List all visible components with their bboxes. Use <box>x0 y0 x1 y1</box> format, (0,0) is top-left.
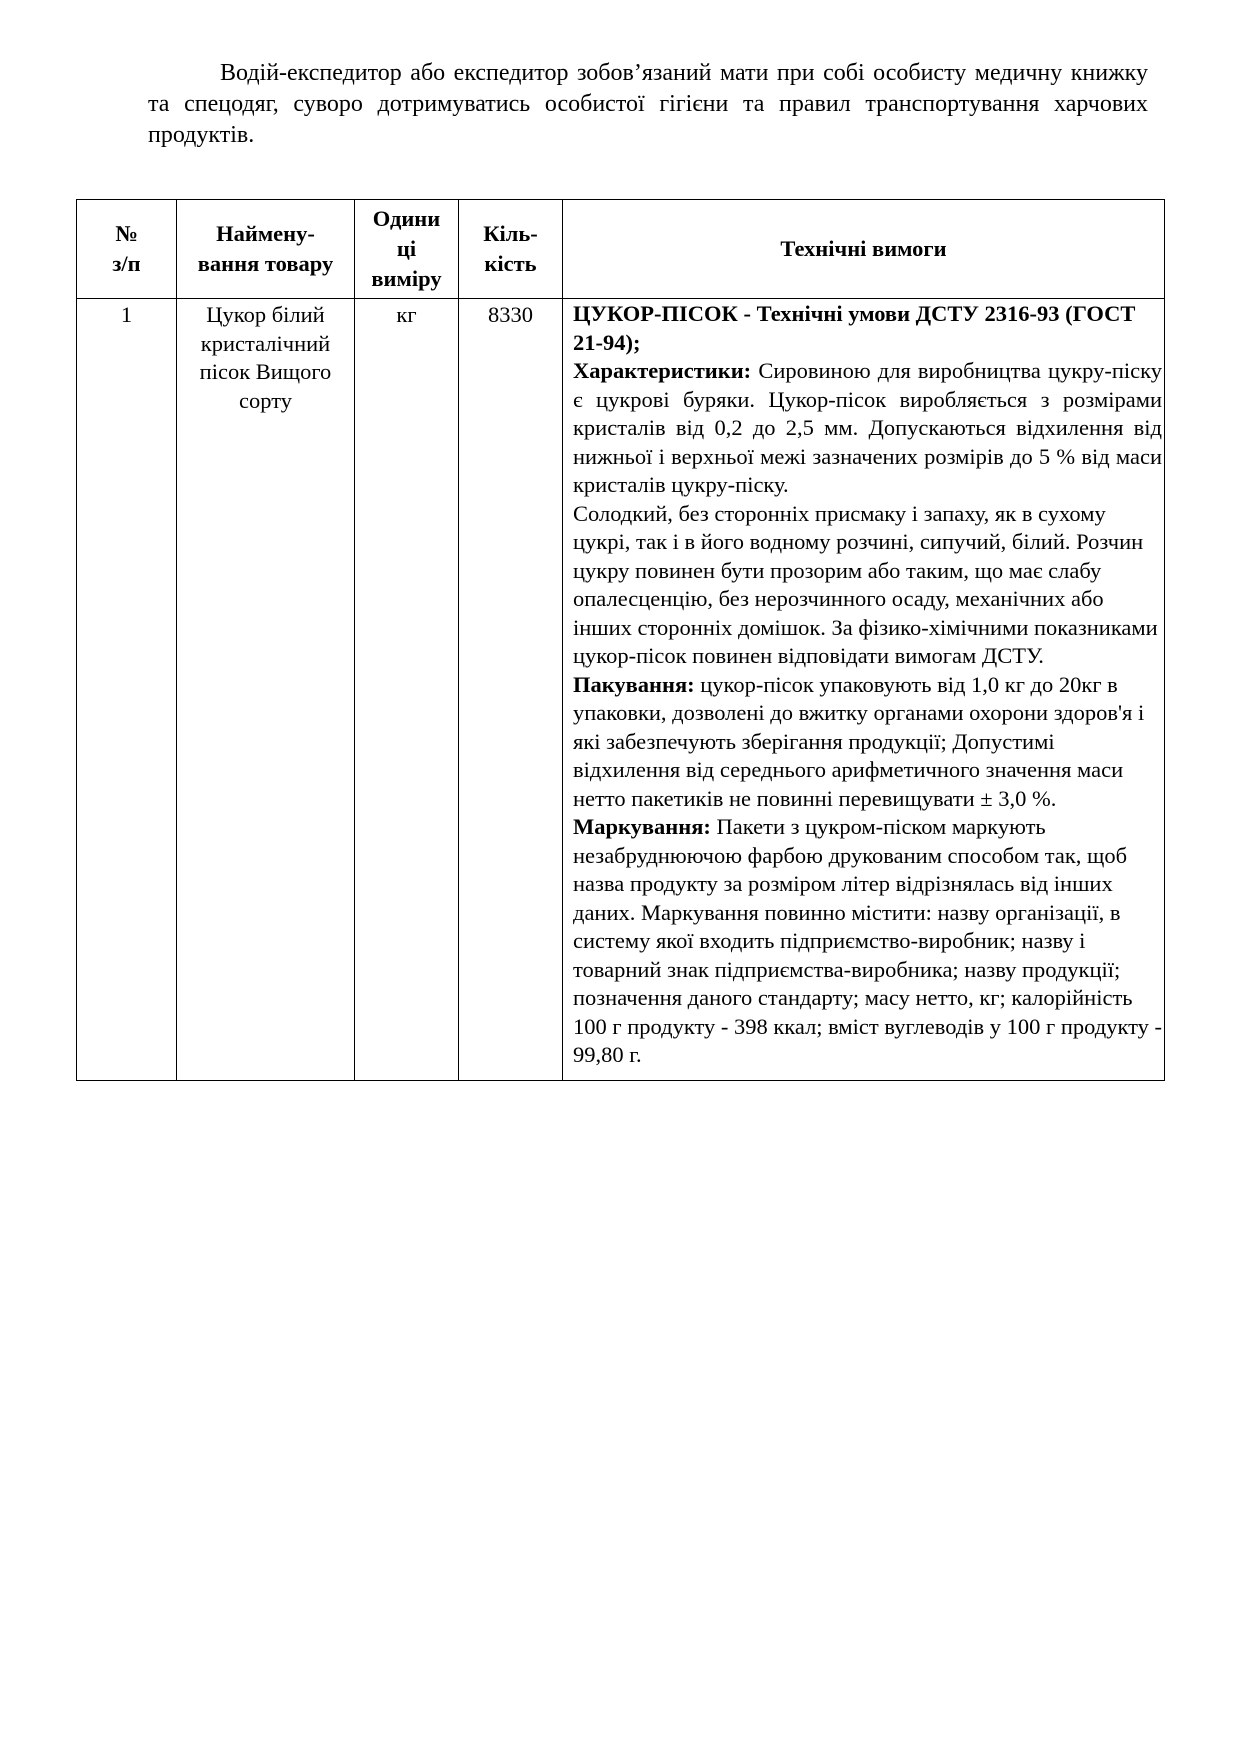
table-row <box>77 299 1165 1081</box>
req-marking <box>573 813 1162 1070</box>
req-title: ЦУКОР-ПІСОК - Технічні умови ДСТУ 2316-93 (ГОСТ 21-94); <box>573 301 1136 355</box>
row-number: 1 <box>77 299 177 1081</box>
table-header-row <box>77 200 1165 299</box>
header-requirements <box>563 200 1165 299</box>
row-product-name: Цукор білий кристалічний пісок Вищого сорту <box>177 299 355 1081</box>
req-characteristics-label: Характеристики: <box>573 358 752 383</box>
header-unit-line2: ці <box>396 236 417 261</box>
intro-paragraph <box>148 58 1148 151</box>
header-name-line1: Наймену- <box>216 221 315 246</box>
header-requirements-label: Технічні вимоги <box>780 236 947 261</box>
req-marking-label: Маркування: <box>573 814 711 839</box>
header-number-line2: з/п <box>112 251 141 276</box>
req-marking-text: Пакети з цукром-піском маркують незабруднюючою фарбою друкованим способом так, щоб назва продукту за розміром літер відрізнялась від інших даних. Маркування повинно містити: назву організації, в систему якої входить підприємство-виробник; назву і товарний знак підприємства-виробника; назву продукції; позначення даного стандарту; масу нетто, кг; калорійність 100 г продукту - 398 ккал; вміст вуглеводів у 100 г продукту - 99,80 г. <box>573 814 1162 1067</box>
header-unit-line1: Одини <box>372 206 441 231</box>
header-number-line1: № <box>115 221 138 246</box>
req-characteristics-text: Сировиною для виробництва цукру-піску є цукрові буряки. Цукор-пісок виробляється з розмірами кристалів від 0,2 до 2,5 мм. Допускаються відхилення від нижньої і верхньої межі зазначених розмірів до 5 % від маси кристалів цукру-піску. <box>573 358 1163 497</box>
req-packaging-text: цукор-пісок упаковують від 1,0 кг до 20кг в упаковки, дозволені до вжитку органами охорони здоров'я і які забезпечують зберігання продукції; Допустимі відхилення від середнього арифметичного значення маси нетто пакетиків не повинні перевищувати ± 3,0 %. <box>573 671 1145 811</box>
header-quantity <box>459 200 563 299</box>
requirements-table <box>76 199 1165 1081</box>
row-quantity: 8330 <box>459 299 563 1081</box>
req-packaging <box>573 671 1162 814</box>
header-name <box>177 200 355 299</box>
header-quantity-line1: Кіль- <box>483 221 538 246</box>
row-requirements <box>563 299 1165 1081</box>
header-number <box>77 200 177 299</box>
req-taste: Солодкий, без сторонніх присмаку і запаху, як в сухому цукрі, так і в його водному розчині, сипучий, білий. Розчин цукру повинен бути прозорим або таким, що має слабу опалесценцію, без нерозчинного осаду, механічних або інших сторонніх домішок. За фізико-хімічними показниками цукор-пісок повинен відповідати вимогам ДСТУ. <box>573 500 1158 668</box>
intro-text: Водій-експедитор або експедитор зобов’язаний мати при собі особисту медичну книжку та спецодяг, суворо дотримуватись особистої гігієни та правил транспортування харчових продуктів. <box>148 60 1148 148</box>
header-quantity-line2: кість <box>484 251 537 276</box>
header-unit-line3: виміру <box>371 266 442 291</box>
header-unit <box>355 200 459 299</box>
req-packaging-label: Пакування: <box>573 671 695 697</box>
row-unit: кг <box>355 299 459 1081</box>
req-characteristics <box>573 357 1162 500</box>
header-name-line2: вання товару <box>197 251 334 276</box>
